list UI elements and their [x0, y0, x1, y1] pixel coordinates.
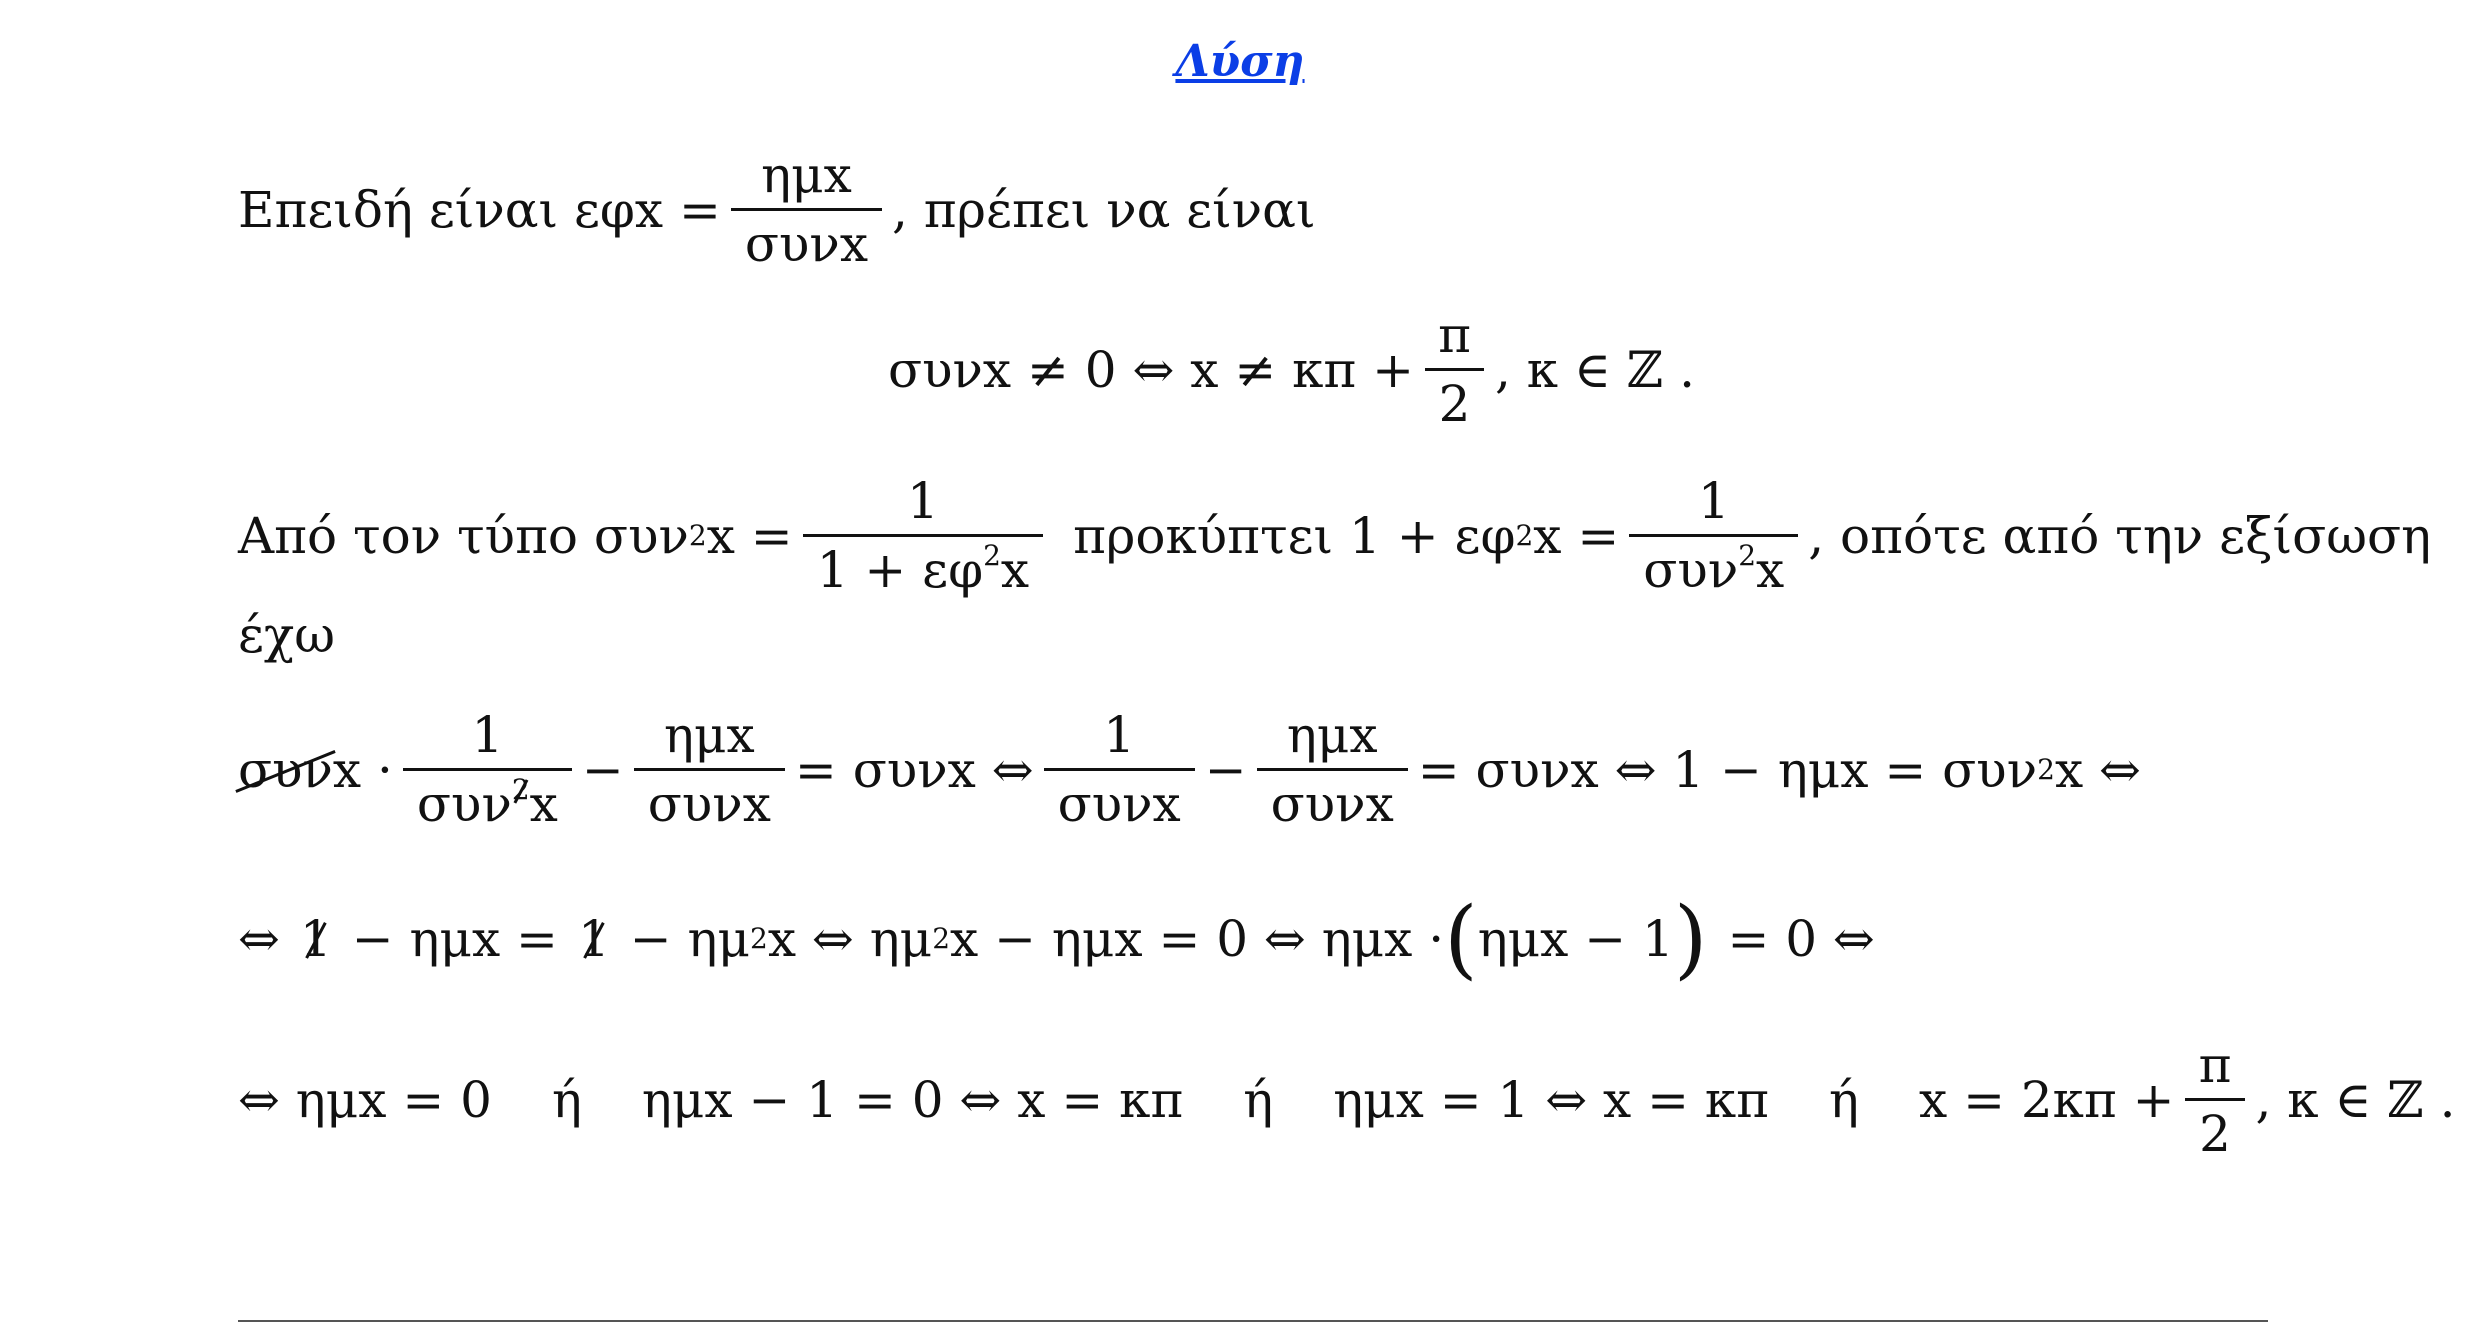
- denominator: συνx: [634, 768, 785, 829]
- exponent: 2: [983, 539, 1001, 572]
- denominator: 2: [1425, 368, 1485, 429]
- denominator-a: συν: [1643, 541, 1739, 599]
- equals-text: = συνx ⇔: [794, 740, 1034, 799]
- numerator: 1: [1697, 472, 1730, 530]
- denominator-a: συν: [416, 775, 512, 833]
- denominator: συνx: [1044, 768, 1195, 829]
- identity-tail: , οπότε από την εξίσωση: [1808, 506, 2432, 565]
- have-text: έχω: [238, 606, 335, 664]
- step2-text-e: x − ημx = 0 ⇔ ημx ·: [950, 910, 1445, 968]
- step2-text-d: x ⇔ ημ: [767, 910, 933, 968]
- bottom-divider: [238, 1320, 2268, 1322]
- solution-part-a: ⇔ ημx = 0: [238, 1070, 492, 1129]
- fraction-step1-c: [1044, 706, 1195, 833]
- intro-text: Επειδή είναι εφx =: [238, 180, 721, 239]
- identity-text-a2: x =: [706, 506, 793, 565]
- line-tangent-definition: [238, 146, 1316, 273]
- step2-text-c: − ημ: [629, 910, 751, 968]
- denominator-a: 1 + εφ: [816, 541, 984, 599]
- solution-tail: , κ ∈ ℤ .: [2255, 1070, 2456, 1129]
- fraction-step1-b: [634, 706, 785, 833]
- line-domain-condition: [888, 306, 1696, 433]
- equivalence-arrow: ⇔: [238, 910, 280, 968]
- fraction-identity-1: [803, 472, 1043, 599]
- line-have: [238, 606, 335, 664]
- condition-text: , πρέπει να είναι: [892, 180, 1316, 239]
- denominator: συνx: [1257, 768, 1408, 829]
- numerator: π: [2198, 1036, 2232, 1094]
- numerator: ημx: [1286, 706, 1378, 764]
- line-identity: Από τον τύπο συν 2 x = $\frac{1}{1 + \varepsilon\varphi^2x}$ προκύπτει 1 + εφ 2 x = $\frac{1}{\sigma\upsilon\nu^2x}$ , οπότε από την εξίσωση: [238, 472, 2432, 599]
- term-x: x ·: [332, 740, 393, 799]
- denominator-b: x: [1756, 541, 1785, 599]
- line-equation-step-2: ⇔ 1 − ημx = 1 − ημ 2 x ⇔ ημ 2 x − ημx = 0 ⇔ ημx · ( ημx − 1 ) = 0 ⇔: [238, 889, 1875, 989]
- or-word: ή: [551, 1070, 582, 1129]
- denominator-b: x: [529, 775, 558, 833]
- step1-tail: = συνx ⇔ 1 − ημx = συν: [1417, 740, 2038, 799]
- line-equation-step-1: συν x · $\frac{1}{\sigma\upsilon\nu^2x}$ − $\frac{\text{ημx}}{\text{συνx}}$ = συνx ⇔ $\frac{1}{\text{συνx}}$ − $\frac{\text{ημx}}{\text{συνx}}$ = συνx ⇔ 1 − ημx = συν 2 x ⇔: [238, 706, 2141, 833]
- cancelled-term: συν: [238, 740, 333, 799]
- step2-tail: = 0 ⇔: [1727, 910, 1875, 968]
- fraction-pi-over-2: [2185, 1036, 2246, 1163]
- solution-part-c: ημx = 1 ⇔ x = κπ: [1333, 1070, 1770, 1129]
- denominator: [1629, 534, 1798, 599]
- numerator: 1: [1103, 706, 1136, 764]
- numerator: 1: [471, 706, 504, 764]
- fraction-sin-over-cos: [731, 146, 882, 273]
- numerator: ημx: [761, 146, 852, 204]
- line-solutions: [238, 1036, 2456, 1163]
- fraction-pi-over-2: [1424, 306, 1485, 433]
- minus-sign: −: [581, 740, 624, 799]
- step2-text-b: − ημx =: [351, 910, 558, 968]
- paren-content: ημx − 1: [1477, 910, 1674, 968]
- identity-text-b2: x =: [1533, 506, 1620, 565]
- domain-lhs: συνx ≠ 0 ⇔ x ≠ κπ +: [888, 340, 1415, 399]
- minus-sign: −: [1204, 740, 1247, 799]
- denominator-b: x: [1000, 541, 1030, 599]
- or-word: ή: [1829, 1070, 1859, 1129]
- solution-part-d: x = 2κπ +: [1918, 1070, 2175, 1129]
- cancelled-one: 1: [577, 910, 610, 968]
- cancelled-one: 1: [299, 910, 332, 968]
- numerator: 1: [907, 472, 939, 530]
- denominator: 2: [2185, 1098, 2245, 1159]
- denominator: συνx: [731, 208, 882, 269]
- right-paren: ): [1673, 889, 1708, 989]
- left-paren: (: [1444, 889, 1478, 989]
- numerator: ημx: [664, 706, 755, 764]
- step1-tail2: x ⇔: [2054, 740, 2141, 799]
- fraction-identity-2: [1629, 472, 1798, 599]
- identity-text-a: Από τον τύπο συν: [238, 506, 689, 565]
- solution-part-b: ημx − 1 = 0 ⇔ x = κπ: [641, 1070, 1184, 1129]
- denominator: [803, 534, 1043, 599]
- numerator: π: [1438, 306, 1471, 364]
- fraction-step1-d: [1257, 706, 1408, 833]
- fraction-step1-a: [403, 706, 572, 833]
- or-word: ή: [1243, 1070, 1274, 1129]
- domain-tail: , κ ∈ ℤ .: [1494, 340, 1696, 399]
- solution-title-link[interactable]: Λύση: [1175, 36, 1305, 87]
- identity-text-b: προκύπτει 1 + εφ: [1073, 506, 1516, 565]
- exponent: 2: [1738, 539, 1757, 572]
- denominator: συν$^2$x: [403, 768, 572, 829]
